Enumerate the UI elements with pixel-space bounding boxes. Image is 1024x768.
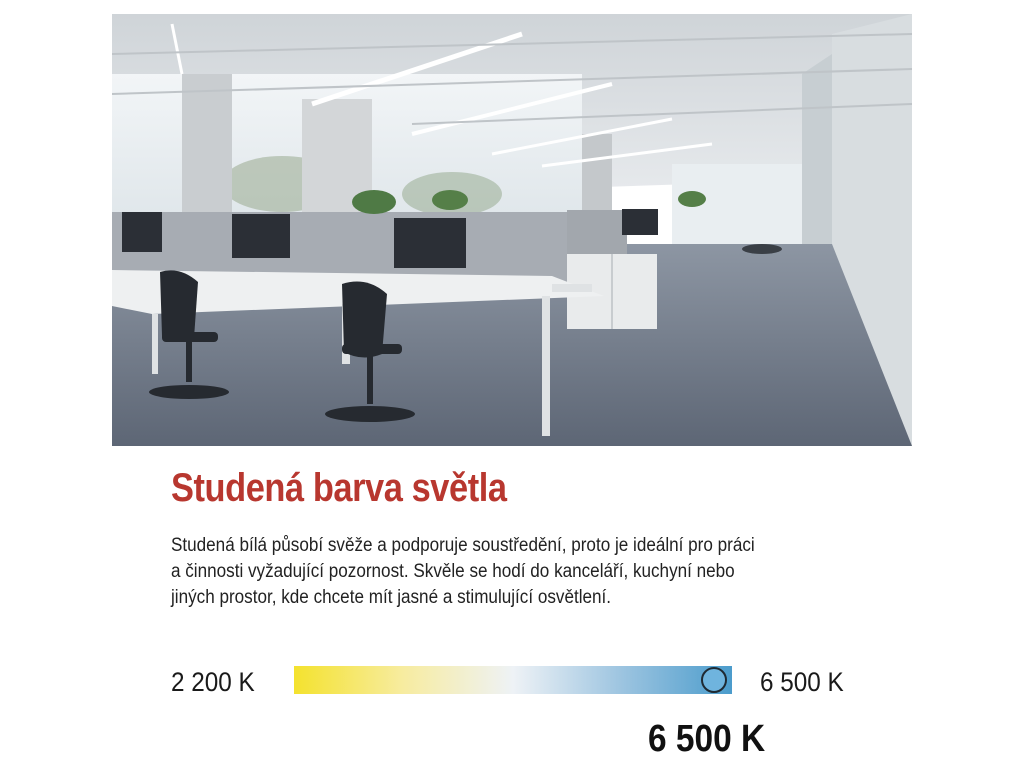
scale-max-label: 6 500 K bbox=[760, 667, 844, 697]
temperature-slider-knob[interactable] bbox=[701, 667, 727, 693]
scale-min-label: 2 200 K bbox=[171, 667, 255, 697]
page-title: Studená barva světla bbox=[171, 466, 507, 510]
temperature-gradient-bar bbox=[294, 666, 732, 694]
description-line: jiných prostor, kde chcete mít jasné a stimulující osvětlení. bbox=[171, 587, 612, 608]
description-line: a činnosti vyžadující pozornost. Skvěle se hodí do kanceláří, kuchyní nebo bbox=[171, 561, 735, 582]
description bbox=[171, 533, 873, 611]
office-photo bbox=[112, 14, 912, 446]
current-temperature-value: 6 500 K bbox=[648, 718, 766, 760]
description-line: Studená bílá působí svěže a podporuje soustředění, proto je ideální pro práci bbox=[171, 535, 755, 556]
